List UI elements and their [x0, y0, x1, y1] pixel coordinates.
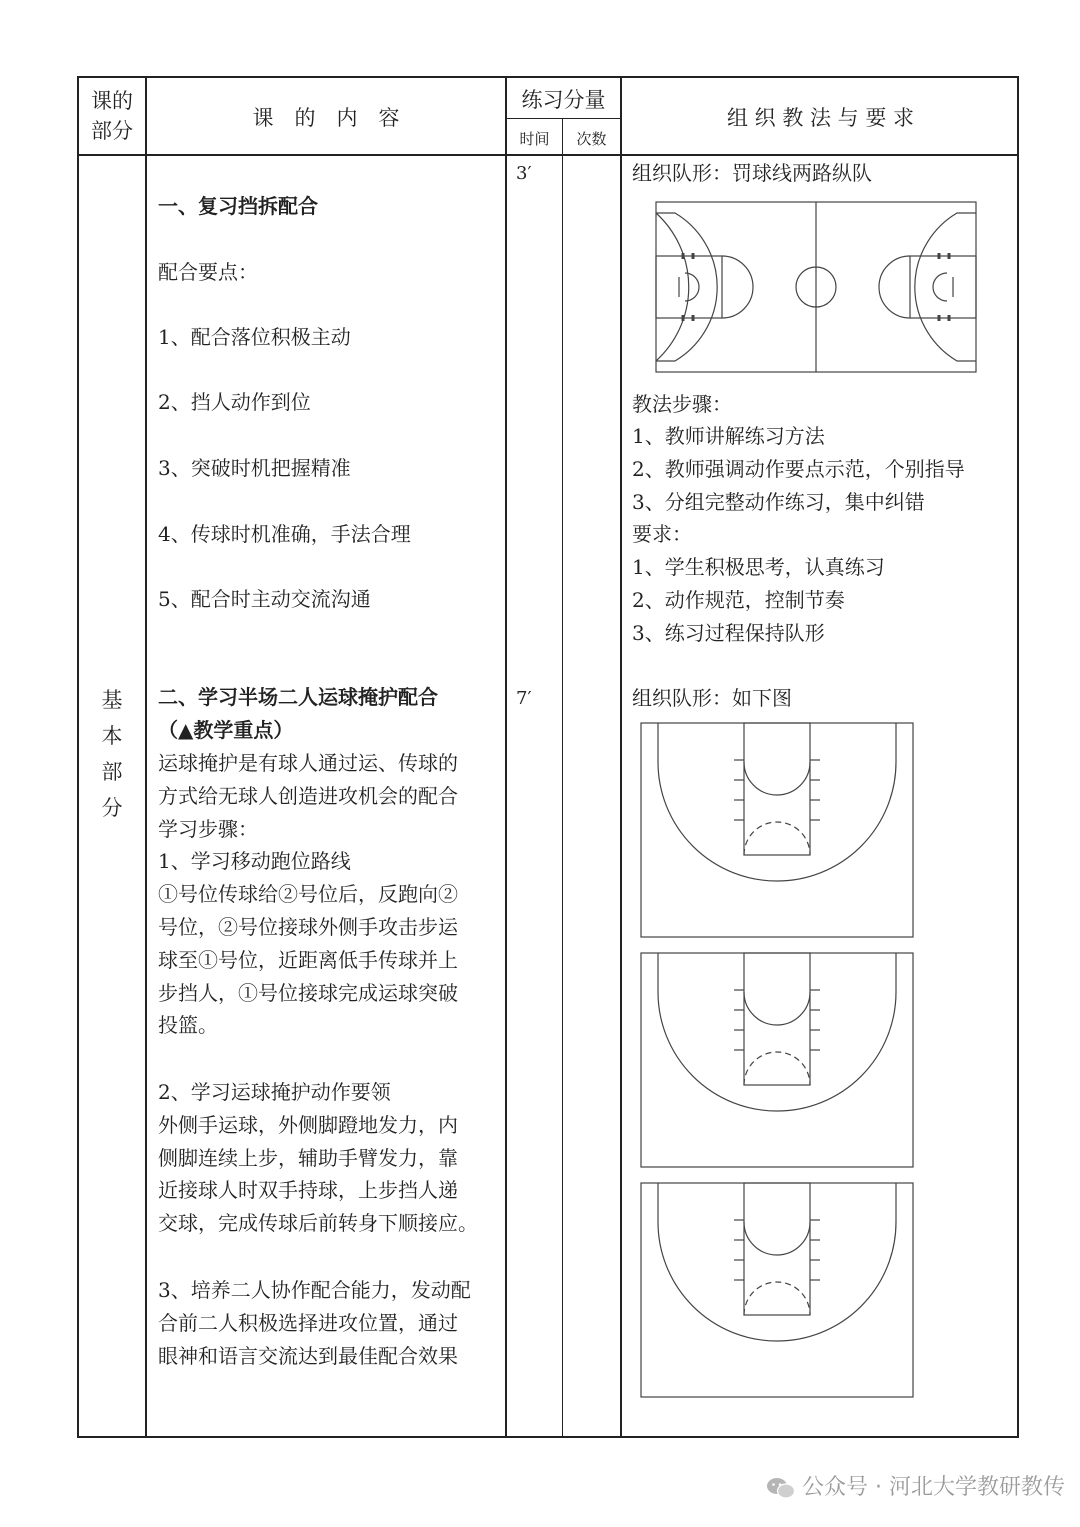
text-line: 侧脚连续上步，辅助手臂发力，靠	[158, 1145, 458, 1170]
text-line: 1、学习移动跑位路线	[158, 849, 351, 874]
header-time: 时间	[519, 130, 550, 148]
part1-point: 1、配合落位积极主动	[158, 325, 351, 349]
half-basketball-court-diagram	[640, 1182, 914, 1398]
watermark-text: 公众号 · 河北大学教研教传	[802, 1475, 1065, 1500]
method-formation2: 组织队形：如下图	[632, 686, 792, 710]
part1-title: 一、复习挡拆配合	[158, 194, 318, 218]
method-steps-title: 教法步骤：	[632, 392, 732, 416]
text-line: 投篮。	[158, 1013, 218, 1038]
part1-point: 3、突破时机把握精准	[158, 456, 351, 480]
column-divider	[562, 119, 563, 1438]
header-count: 次数	[576, 130, 607, 148]
time-part1: 3′	[516, 163, 532, 184]
header-section-cell	[80, 86, 144, 146]
header-method: 组 织 教 法 与 要 求	[726, 106, 915, 130]
method-req: 1、学生积极思考，认真练习	[632, 555, 885, 579]
half-basketball-court-diagram	[640, 722, 914, 938]
section-char: 本	[101, 724, 123, 748]
text-line: 球至①号位，近距离低手传球并上	[158, 947, 458, 972]
text-line: ①号位传球给②号位后，反跑向②	[158, 882, 458, 907]
part2-step3-block	[158, 1274, 471, 1372]
text-line: 学习步骤：	[158, 816, 258, 841]
text-line: 运球掩护是有球人通过运、传球的	[158, 751, 458, 775]
part2-step2-block	[158, 1076, 478, 1240]
text-line: 步挡人，①号位接球完成运球突破	[158, 980, 458, 1005]
column-divider	[145, 76, 147, 1438]
text-line: 眼神和语言交流达到最佳配合效果	[158, 1343, 458, 1368]
header-divider	[77, 154, 1019, 156]
text-line: 外侧手运球，外侧脚蹬地发力，内	[158, 1112, 458, 1137]
header-content: 课 的 内 容	[252, 106, 400, 130]
header-section-label: 部分	[91, 119, 133, 143]
part1-point: 4、传球时机准确，手法合理	[158, 522, 411, 546]
part1-points-title: 配合要点：	[158, 260, 258, 284]
section-char: 部	[101, 760, 123, 784]
wechat-icon	[766, 1476, 796, 1500]
watermark	[766, 1470, 1065, 1501]
text-line: 近接球人时双手持球，上步挡人递	[158, 1178, 458, 1203]
part2-intro-block	[158, 747, 458, 1042]
section-label	[97, 682, 127, 826]
text-line: 2、学习运球掩护动作要领	[158, 1080, 391, 1104]
text-line: 交球，完成传球后前转身下顺接应。	[158, 1211, 478, 1236]
text-line: 合前二人积极选择进攻位置，通过	[158, 1310, 458, 1335]
part2-key-label: （▲教学重点）	[158, 718, 294, 742]
part1-point: 2、挡人动作到位	[158, 390, 311, 414]
section-char: 分	[101, 796, 123, 820]
column-divider	[505, 76, 507, 1438]
method-step: 1、教师讲解练习方法	[632, 424, 825, 448]
text-line: 号位，②号位接球外侧手攻击步运	[158, 914, 458, 939]
text-line: 3、培养二人协作配合能力，发动配	[158, 1278, 471, 1302]
time-part2: 7′	[516, 688, 532, 709]
method-formation1: 组织队形：罚球线两路纵队	[632, 161, 872, 185]
method-req: 2、动作规范，控制节奏	[632, 588, 845, 612]
header-practice: 练习分量	[521, 88, 606, 112]
method-step: 3、分组完整动作练习，集中纠错	[632, 490, 925, 514]
full-basketball-court-diagram	[655, 201, 977, 373]
row-divider	[505, 118, 621, 119]
column-divider	[620, 76, 622, 1438]
method-req: 3、练习过程保持队形	[632, 621, 825, 645]
text-line: 方式给无球人创造进攻机会的配合	[158, 783, 458, 808]
part2-title: 二、学习半场二人运球掩护配合	[158, 685, 438, 709]
part1-point: 5、配合时主动交流沟通	[158, 587, 371, 611]
method-req-title: 要求：	[632, 522, 692, 546]
half-basketball-court-diagram	[640, 952, 914, 1168]
section-char: 基	[101, 688, 123, 712]
header-section-label: 课的	[91, 89, 133, 113]
method-step: 2、教师强调动作要点示范，个别指导	[632, 457, 965, 481]
